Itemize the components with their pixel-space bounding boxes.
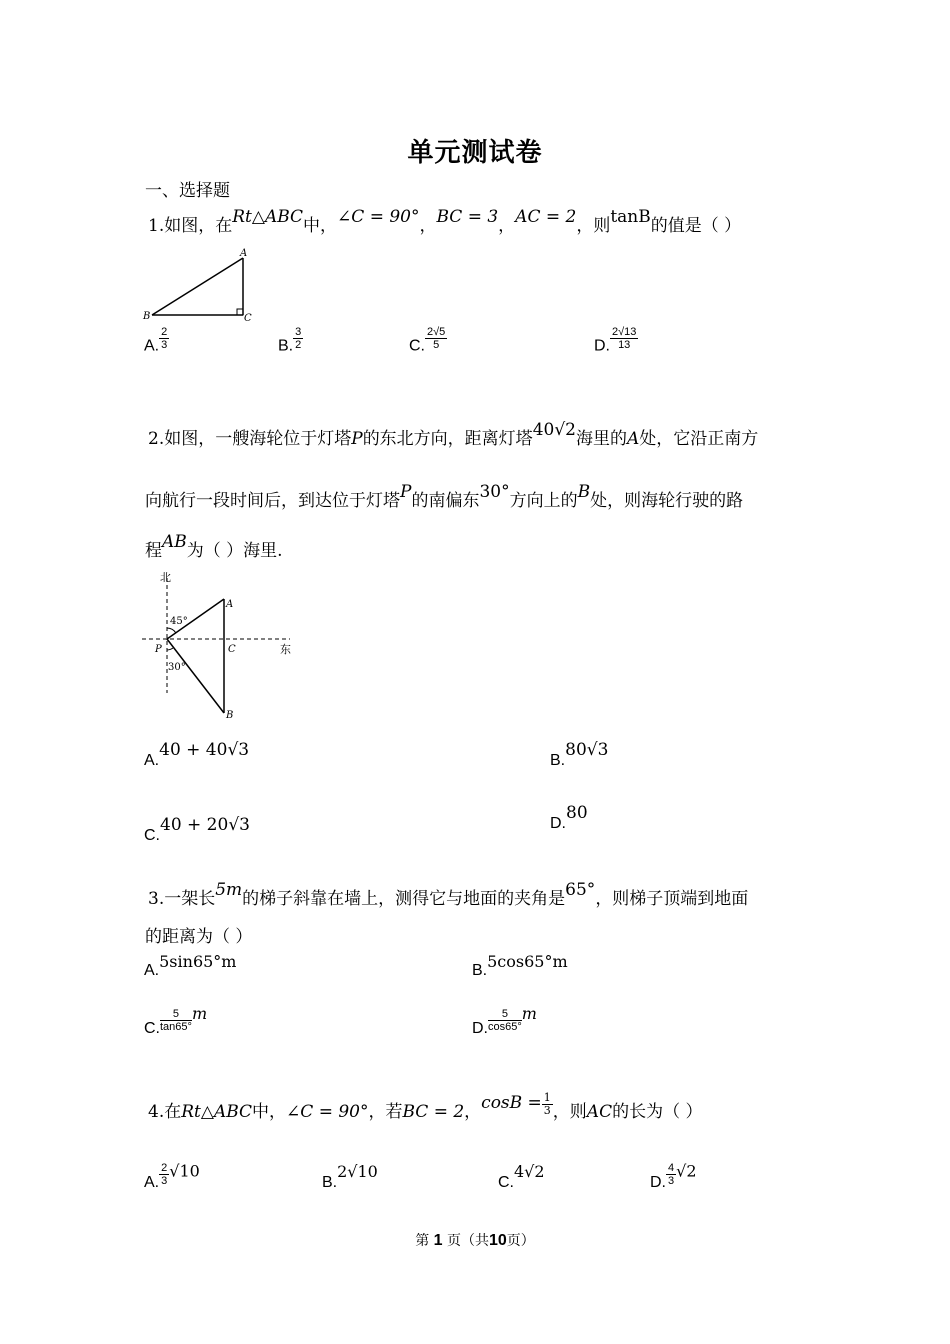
q1-text-c: ，则 <box>576 216 611 236</box>
q2-fig-label-p: P <box>155 644 162 655</box>
q4-option-b[interactable]: B.2√10 <box>322 1162 378 1191</box>
q4-option-d-fraction: $\frac{4}{3}$ <box>668 1162 675 1187</box>
q3-option-d-fraction: $\frac{5}{\cos 65^\circ}$ <box>488 1008 522 1033</box>
q1-text-b: 中， <box>303 216 338 236</box>
question-4-stem: 4.在Rt△ABC中，∠C = 90°，若BC = 2，cosB = $\frac{1}{3}$ ，则AC的长为（ ） <box>148 1091 703 1122</box>
q1-option-b-fraction: $\frac{3}{2}$ <box>295 326 302 351</box>
q1-math-tanb: tanB <box>610 207 651 227</box>
page-footer: 第 1 页（共10页） <box>415 1232 535 1249</box>
question-2-line-1: 2.如图，一艘海轮位于灯塔P的东北方向，距离灯塔40√2海里的A处，它沿正南方 <box>148 420 759 449</box>
q2-fig-label-a: A <box>226 599 234 610</box>
q2-fig-angle-45: 45° <box>170 616 188 627</box>
q2-option-b[interactable]: B.80√3 <box>550 740 609 769</box>
q2-fig-angle-30: 30° <box>168 662 186 673</box>
q3-option-c-fraction: $\frac{5}{\tan 65^\circ}$ <box>160 1008 192 1033</box>
q1-option-d[interactable]: D. $\frac{2√13}{13}$ <box>594 326 637 355</box>
question-1-stem <box>148 207 742 236</box>
question-3-line-2: 的距离为（ ） <box>145 927 253 947</box>
q4-option-c[interactable]: C.4√2 <box>498 1162 545 1191</box>
q1-text-a: 如图，在 <box>164 216 233 236</box>
q2-option-c[interactable]: C.40 + 20√3 <box>144 815 250 844</box>
q2-fig-label-c: C <box>228 644 236 655</box>
q2-option-d[interactable]: D.80 <box>550 803 588 832</box>
q1-option-c[interactable]: C. $\frac{2√5}{5}$ <box>409 326 446 355</box>
page-number: 1 <box>433 1232 443 1249</box>
q1-option-c-fraction: $\frac{2√5}{5}$ <box>427 326 446 351</box>
q2-option-a[interactable]: A.40 + 40√3 <box>144 740 250 769</box>
q1-option-a-fraction: $\frac{2}{3}$ <box>161 326 168 351</box>
q1-math-ac: AC = 2 <box>515 207 577 227</box>
question-2-line-3: 程AB为（ ）海里. <box>145 532 283 561</box>
section-heading: 一、选择题 <box>145 181 230 201</box>
q1-fig-label-c: C <box>244 313 252 324</box>
q2-bearing-figure <box>140 568 300 724</box>
q4-option-a-fraction: $\frac{2}{3}$ <box>161 1162 168 1187</box>
q3-option-d[interactable]: D. $\frac{5}{\cos 65^\circ}$ m <box>472 1003 537 1037</box>
q1-sep1: ， <box>419 216 437 236</box>
q1-fig-label-b: B <box>143 311 151 322</box>
question-3-line-1: 3.一架长5m的梯子斜靠在墙上，测得它与地面的夹角是65°，则梯子顶端到地面 <box>148 880 749 909</box>
page-total: 10 <box>489 1232 507 1249</box>
q3-option-a[interactable]: A.5sin65°m <box>144 952 237 979</box>
q1-math-bc: BC = 3 <box>436 207 499 227</box>
page-title: 单元测试卷 <box>407 138 543 168</box>
q4-cos-fraction: $\frac{1}{3}$ <box>543 1091 551 1117</box>
q2-fig-north: 北 <box>160 571 171 584</box>
q2-fig-east: 东 <box>280 643 291 656</box>
q1-option-d-fraction: $\frac{2√13}{13}$ <box>612 326 637 351</box>
q1-option-a[interactable]: A. $\frac{2}{3}$ <box>144 326 168 355</box>
q1-text-d: 的值是（ ） <box>650 216 742 236</box>
q1-sep2: ， <box>498 216 516 236</box>
q1-option-b[interactable]: B. $\frac{3}{2}$ <box>278 326 302 355</box>
q1-math-rt: Rt△ABC <box>232 207 304 227</box>
q1-fig-label-a: A <box>240 248 248 259</box>
q3-option-b[interactable]: B.5cos65°m <box>472 952 568 979</box>
q3-option-c[interactable]: C. $\frac{5}{\tan 65^\circ}$ m <box>144 1003 208 1037</box>
q4-option-d[interactable]: D. $\frac{4}{3}$ √2 <box>650 1161 697 1191</box>
q1-number: 1. <box>148 216 165 236</box>
question-2-line-2: 向航行一段时间后，到达位于灯塔P的南偏东30°方向上的B处，则海轮行驶的路 <box>145 482 744 511</box>
q1-triangle-figure <box>140 245 260 325</box>
q2-fig-label-b: B <box>226 710 234 721</box>
q4-option-a[interactable]: A. $\frac{2}{3}$ √10 <box>144 1161 200 1191</box>
q1-math-angle: ∠C = 90° <box>337 207 420 227</box>
